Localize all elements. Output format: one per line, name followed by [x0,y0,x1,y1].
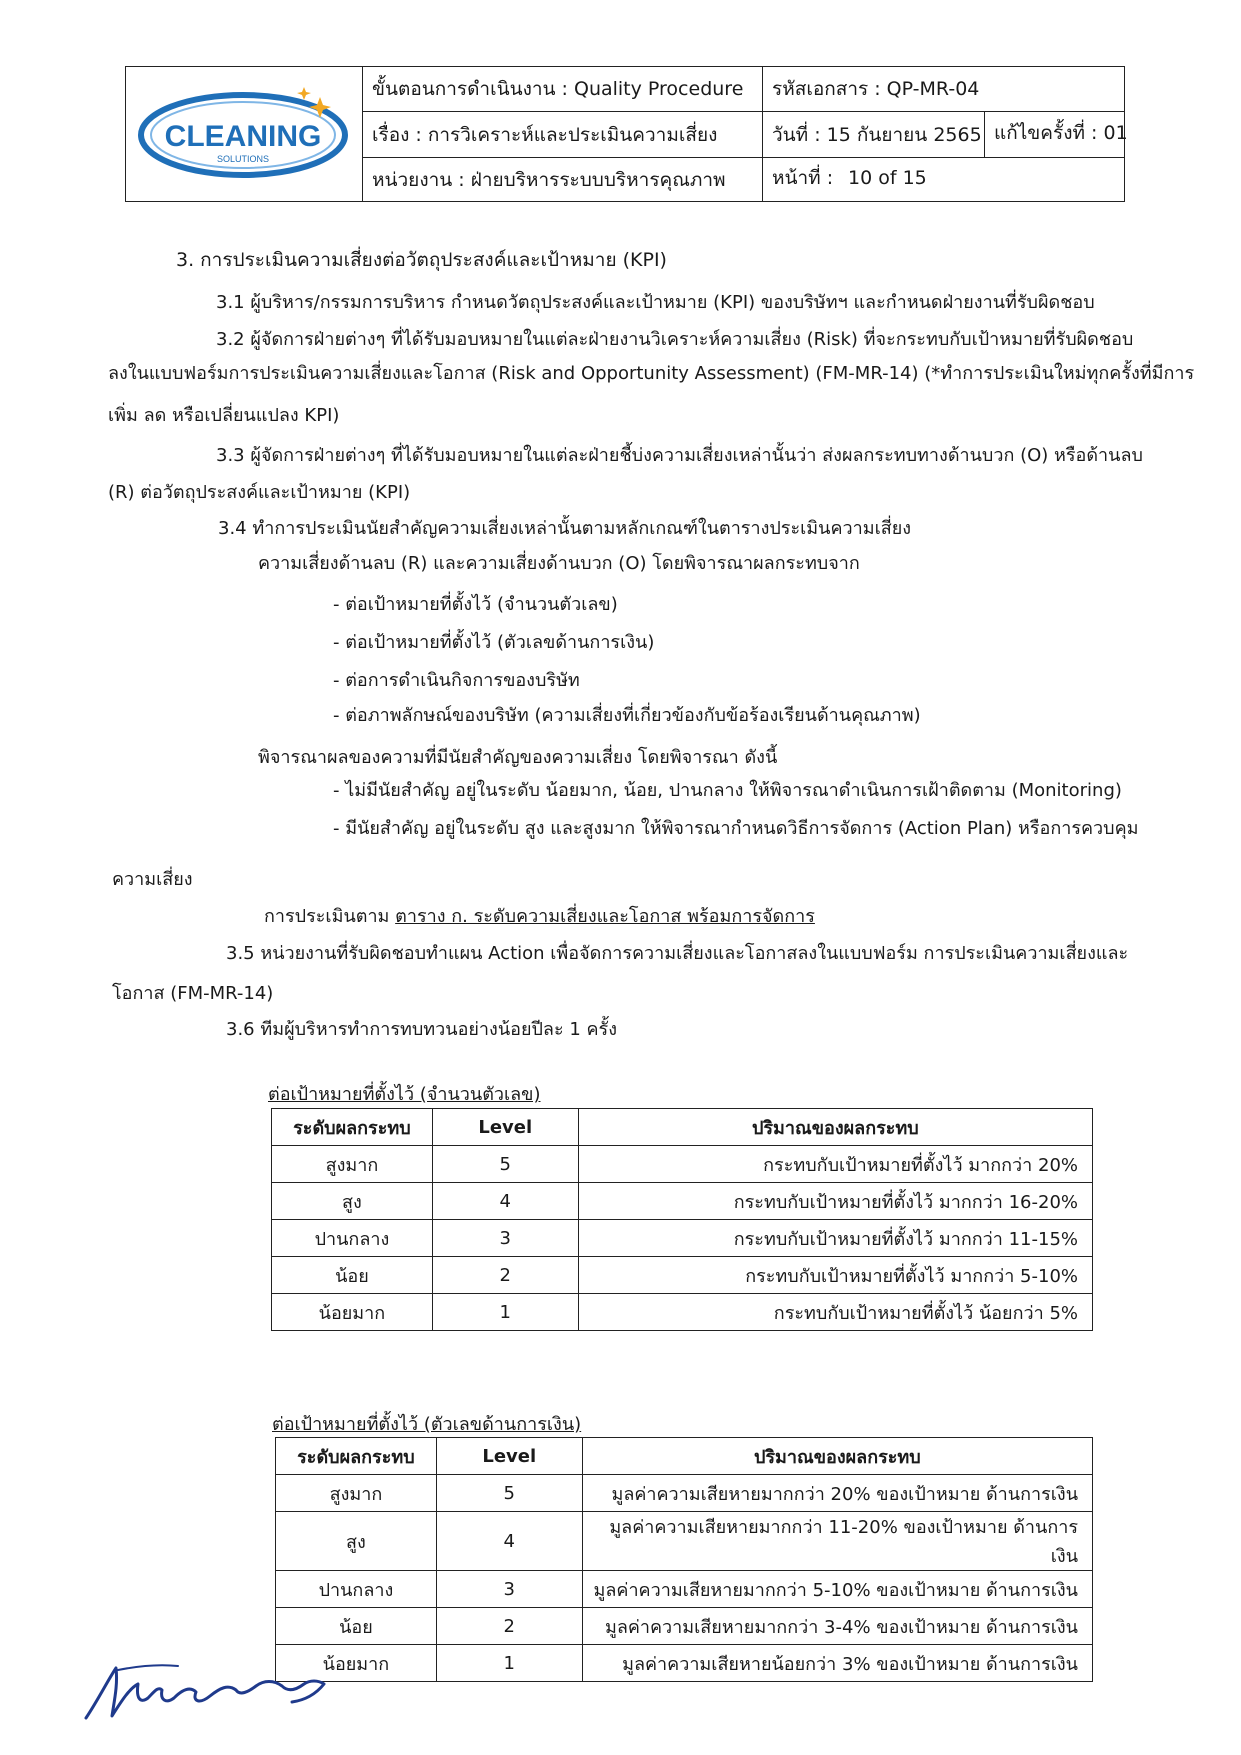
consider-paragraph: พิจารณาผลของความที่มีนัยสำคัญของความเสี่ยง โดยพิจารณา ดังนี้ [258,747,778,768]
paragraph-3-3-line-2: (R) ต่อวัตถุประสงค์และเป้าหมาย (KPI) [108,482,411,503]
table-row: น้อยมาก 1 กระทบกับเป้าหมายที่ตั้งไว้ น้อยกว่า 5% [272,1294,1093,1331]
paragraph-3-2-line-3: เพิ่ม ลด หรือเปลี่ยนแปลง KPI) [108,405,340,426]
paragraph-3-2-line-2: ลงในแบบฟอร์มการประเมินความเสี่ยงและโอกาส (Risk and Opportunity Assessment) (FM-MR-14) (*ทำการประเมินใหม่ทุกครั้งที่มีการ [108,363,1195,384]
document-header [125,66,1128,202]
assessment-prefix: การประเมินตาม [264,906,396,927]
bullet-significant: - มีนัยสำคัญ อยู่ในระดับ สูง และสูงมาก ให้พิจารณากำหนดวิธีการจัดการ (Action Plan) หรือการควบคุม [333,818,1139,839]
paragraph-3-4-line-2: ความเสี่ยงด้านลบ (R) และความเสี่ยงด้านบวก (O) โดยพิจารณาผลกระทบจาก [258,553,860,574]
page-label: หน้าที่ : [772,167,834,189]
procedure-label: ขั้นตอนการดำเนินงาน : Quality Procedure [372,78,744,100]
paragraph-3-6: 3.6 ทีมผู้บริหารทำการทบทวนอย่างน้อยปีละ 1 ครั้ง [226,1019,618,1040]
risk-word: ความเสี่ยง [112,869,193,890]
paragraph-3-1: 3.1 ผู้บริหาร/กรรมการบริหาร กำหนดวัตถุประสงค์และเป้าหมาย (KPI) ของบริษัทฯ และกำหนดฝ่ายงานที่รับผิดชอบ [216,292,1095,313]
table-row: ปานกลาง 3 มูลค่าความเสียหายมากกว่า 5-10% ของเป้าหมาย ด้านการเงิน [276,1571,1093,1608]
bullet-numeric-target: - ต่อเป้าหมายที่ตั้งไว้ (จำนวนตัวเลข) [333,594,618,615]
cleaning-logo-icon [126,67,362,201]
bullet-financial-target: - ต่อเป้าหมายที่ตั้งไว้ (ตัวเลขด้านการเงิน) [333,632,655,653]
svg-text:SOLUTIONS: SOLUTIONS [216,154,270,164]
table-row: น้อย 2 มูลค่าความเสียหายมากกว่า 3-4% ของเป้าหมาย ด้านการเงิน [276,1608,1093,1645]
paragraph-3-5-line-2: โอกาส (FM-MR-14) [112,983,274,1004]
handwritten-signature-icon [78,1640,348,1730]
financial-impact-table [275,1437,1093,1682]
paragraph-3-2-line-1: 3.2 ผู้จัดการฝ่ายต่างๆ ที่ได้รับมอบหมายในแต่ละฝ่ายงานวิเคราะห์ความเสี่ยง (Risk) ที่จะกระทบกับเป้าหมายที่รับผิดชอบ [216,329,1134,350]
revision-number: แก้ไขครั้งที่ : 01 [994,122,1128,144]
company-logo [126,67,363,201]
assessment-reference [264,906,815,928]
document-date: วันที่ : 15 กันยายน 2565 [772,124,982,146]
department: หน่วยงาน : ฝ่ายบริหารระบบบริหารคุณภาพ [372,169,726,191]
table1-caption: ต่อเป้าหมายที่ตั้งไว้ (จำนวนตัวเลข) [268,1084,541,1105]
table-row: สูง 4 กระทบกับเป้าหมายที่ตั้งไว้ มากกว่า 16-20% [272,1183,1093,1220]
document-code: รหัสเอกสาร : QP-MR-04 [772,78,980,100]
table2-caption: ต่อเป้าหมายที่ตั้งไว้ (ตัวเลขด้านการเงิน) [272,1414,582,1435]
table-row: ปานกลาง 3 กระทบกับเป้าหมายที่ตั้งไว้ มากกว่า 11-15% [272,1220,1093,1257]
paragraph-3-4-line-1: 3.4 ทำการประเมินนัยสำคัญความเสี่ยงเหล่านั้นตามหลักเกณฑ์ในตารางประเมินความเสี่ยง [218,518,912,539]
table-row: น้อย 2 กระทบกับเป้าหมายที่ตั้งไว้ มากกว่า 5-10% [272,1257,1093,1294]
bullet-not-significant: - ไม่มีนัยสำคัญ อยู่ในระดับ น้อยมาก, น้อย, ปานกลาง ให้พิจารณาดำเนินการเฝ้าติดตาม (Monitoring) [333,780,1122,801]
table-a-reference: ตาราง ก. ระดับความเสี่ยงและโอกาส พร้อมการจัดการ [395,906,815,927]
table-header-row: ระดับผลกระทบ Level ปริมาณของผลกระทบ [276,1438,1093,1475]
table-header-row: ระดับผลกระทบ Level ปริมาณของผลกระทบ [272,1109,1093,1146]
bullet-operations: - ต่อการดำเนินกิจการของบริษัท [333,670,580,691]
table-row: สูงมาก 5 มูลค่าความเสียหายมากกว่า 20% ของเป้าหมาย ด้านการเงิน [276,1475,1093,1512]
numeric-impact-table [271,1108,1093,1331]
svg-text:CLEANING: CLEANING [164,120,322,153]
bullet-image: - ต่อภาพลักษณ์ของบริษัท (ความเสี่ยงที่เกี่ยวข้องกับข้อร้องเรียนด้านคุณภาพ) [333,705,921,726]
table-row: สูงมาก 5 กระทบกับเป้าหมายที่ตั้งไว้ มากกว่า 20% [272,1146,1093,1183]
section-title: 3. การประเมินความเสี่ยงต่อวัตถุประสงค์และเป้าหมาย (KPI) [176,249,667,271]
table-row: สูง 4 มูลค่าความเสียหายมากกว่า 11-20% ของเป้าหมาย ด้านการเงิน [276,1512,1093,1571]
document-subject: เรื่อง : การวิเคราะห์และประเมินความเสี่ยง [372,124,718,146]
paragraph-3-3-line-1: 3.3 ผู้จัดการฝ่ายต่างๆ ที่ได้รับมอบหมายในแต่ละฝ่ายชี้บ่งความเสี่ยงเหล่านั้นว่า ส่งผลกระทบทางด้านบวก (O) หรือด้านลบ [216,445,1143,466]
table-row: น้อยมาก 1 มูลค่าความเสียหายน้อยกว่า 3% ของเป้าหมาย ด้านการเงิน [276,1645,1093,1682]
paragraph-3-5-line-1: 3.5 หน่วยงานที่รับผิดชอบทำแผน Action เพื่อจัดการความเสี่ยงและโอกาสลงในแบบฟอร์ม การประเมินความเสี่ยงและ [226,943,1129,964]
page-number: 10 of 15 [848,167,927,189]
